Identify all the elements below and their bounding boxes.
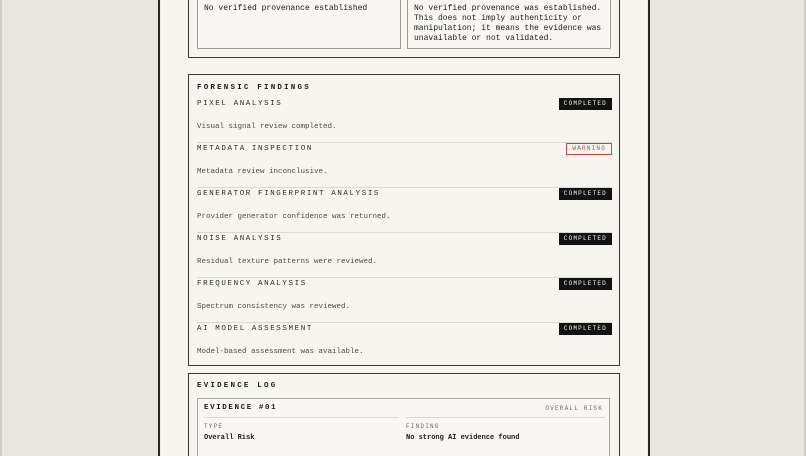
finding-label: FINDING xyxy=(406,423,440,430)
evidence-finding-column xyxy=(406,417,605,456)
evidence-card xyxy=(197,398,610,456)
status-badge: COMPLETED xyxy=(559,233,612,245)
finding-pixel-analysis xyxy=(197,98,612,143)
finding-name: AI MODEL ASSESSMENT xyxy=(197,325,313,333)
type-label: TYPE xyxy=(204,423,224,430)
finding-frequency-analysis xyxy=(197,278,612,323)
finding-metadata-inspection xyxy=(197,143,612,188)
finding-value: No strong AI evidence found xyxy=(406,434,520,442)
status-badge: COMPLETED xyxy=(559,188,612,200)
status-badge: COMPLETED xyxy=(559,98,612,110)
finding-noise-analysis xyxy=(197,233,612,278)
type-value: Overall Risk xyxy=(204,434,255,442)
evidence-title: EVIDENCE #01 xyxy=(204,404,278,412)
evidence-log-section xyxy=(188,373,620,456)
finding-name: FREQUENCY ANALYSIS xyxy=(197,280,307,288)
status-badge: COMPLETED xyxy=(559,323,612,335)
finding-description: Metadata review inconclusive. xyxy=(197,168,328,176)
finding-description: Residual texture patterns were reviewed. xyxy=(197,258,378,266)
provenance-section xyxy=(188,0,620,58)
provenance-status-text: No verified provenance established xyxy=(204,4,368,13)
finding-name: GENERATOR FINGERPRINT ANALYSIS xyxy=(197,190,381,198)
section-title: FORENSIC FINDINGS xyxy=(197,84,311,92)
finding-description: Visual signal review completed. xyxy=(197,123,337,131)
finding-ai-model-assessment xyxy=(197,323,612,368)
evidence-tag: OVERALL RISK xyxy=(545,405,603,412)
section-title: EVIDENCE LOG xyxy=(197,382,278,390)
forensic-findings-section xyxy=(188,74,620,366)
finding-name: METADATA INSPECTION xyxy=(197,145,313,153)
evidence-type-column xyxy=(204,417,399,456)
right-backdrop xyxy=(648,0,806,456)
finding-description: Spectrum consistency was reviewed. xyxy=(197,303,351,311)
finding-name: NOISE ANALYSIS xyxy=(197,235,283,243)
left-backdrop xyxy=(0,0,160,456)
finding-description: Provider generator confidence was returned. xyxy=(197,213,391,221)
finding-name: PIXEL ANALYSIS xyxy=(197,100,283,108)
provenance-explanation-text: No verified provenance was established. This does not imply authenticity or manipulation; it means the evidence was unavailable or not validated. xyxy=(414,4,602,43)
status-badge: COMPLETED xyxy=(559,278,612,290)
provenance-explanation-box xyxy=(407,0,611,49)
finding-generator-fingerprint xyxy=(197,188,612,233)
status-badge-warning: WARNING xyxy=(566,143,612,155)
finding-description: Model-based assessment was available. xyxy=(197,348,364,356)
provenance-status-box xyxy=(197,0,401,49)
